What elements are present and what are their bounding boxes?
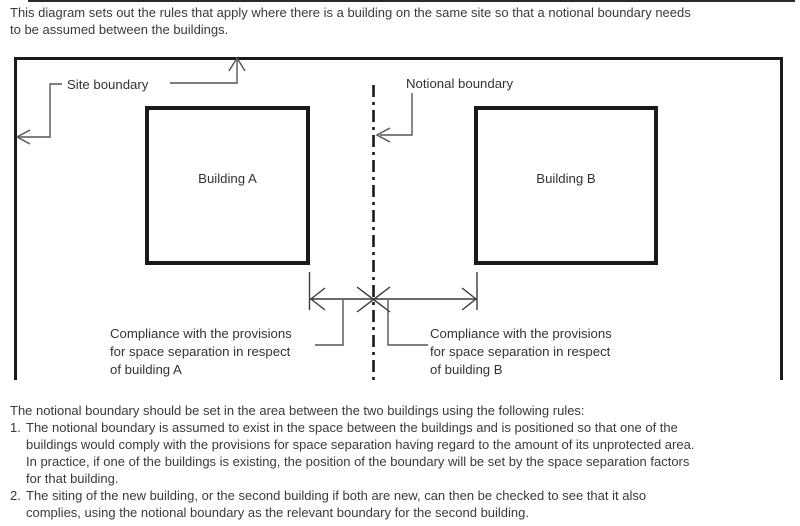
- building-a-label: Building A: [198, 171, 257, 186]
- rule-1-number: 1.: [10, 420, 21, 435]
- rule-1-line-4: for that building.: [26, 471, 119, 486]
- rules-intro-line: The notional boundary should be set in the area between the two buildings using the following rules:: [10, 403, 585, 418]
- compliance-b-leader: [388, 300, 428, 345]
- compliance-b-line-1: Compliance with the provisions: [430, 326, 612, 341]
- rules-paragraph: [10, 402, 798, 521]
- compliance-a-text: [110, 326, 292, 377]
- rule-2-lines: [26, 487, 798, 521]
- notional-boundary-label: Notional boundary: [406, 76, 514, 91]
- intro-paragraph: [10, 4, 798, 38]
- building-b-label: Building B: [536, 171, 596, 186]
- compliance-a-line-3: of building A: [110, 362, 182, 377]
- rule-1-lines: [26, 419, 798, 487]
- top-divider-rule: [28, 0, 795, 2]
- rule-2-line-2: complies, using the notional boundary as the relevant boundary for the second building.: [26, 505, 529, 520]
- notional-boundary-diagram: [0, 50, 800, 390]
- intro-line-1: This diagram sets out the rules that apply where there is a building on the same site so that a notional boundary needs: [10, 5, 691, 20]
- site-boundary-leader-left: [17, 84, 62, 144]
- compliance-b-line-3: of building B: [430, 362, 503, 377]
- rule-1-line-3: In practice, if one of the buildings is existing, the position of the boundary will be set by the space separation factors: [26, 454, 690, 469]
- rule-1-line-1: The notional boundary is assumed to exist in the space between the buildings and is positioned so that one of the: [26, 420, 678, 435]
- compliance-b-text: [430, 326, 612, 377]
- rule-item-1: [10, 419, 798, 487]
- compliance-a-leader: [315, 300, 343, 345]
- compliance-a-line-2: for space separation in respect: [110, 344, 291, 359]
- rule-2-line-1: The siting of the new building, or the second building if both are new, can then be checked to see that it also: [26, 488, 647, 503]
- compliance-a-line-1: Compliance with the provisions: [110, 326, 292, 341]
- compliance-b-line-2: for space separation in respect: [430, 344, 611, 359]
- rule-item-2: [10, 487, 798, 521]
- site-boundary-label: Site boundary: [67, 77, 149, 92]
- rule-2-number: 2.: [10, 488, 21, 503]
- notional-boundary-leader: [377, 93, 412, 142]
- intro-line-2: to be assumed between the buildings.: [10, 22, 229, 37]
- site-boundary-leader-top: [170, 58, 245, 83]
- rule-1-line-2: buildings would comply with the provisions for space separation having regard to the amount of its unprotected area.: [26, 437, 695, 452]
